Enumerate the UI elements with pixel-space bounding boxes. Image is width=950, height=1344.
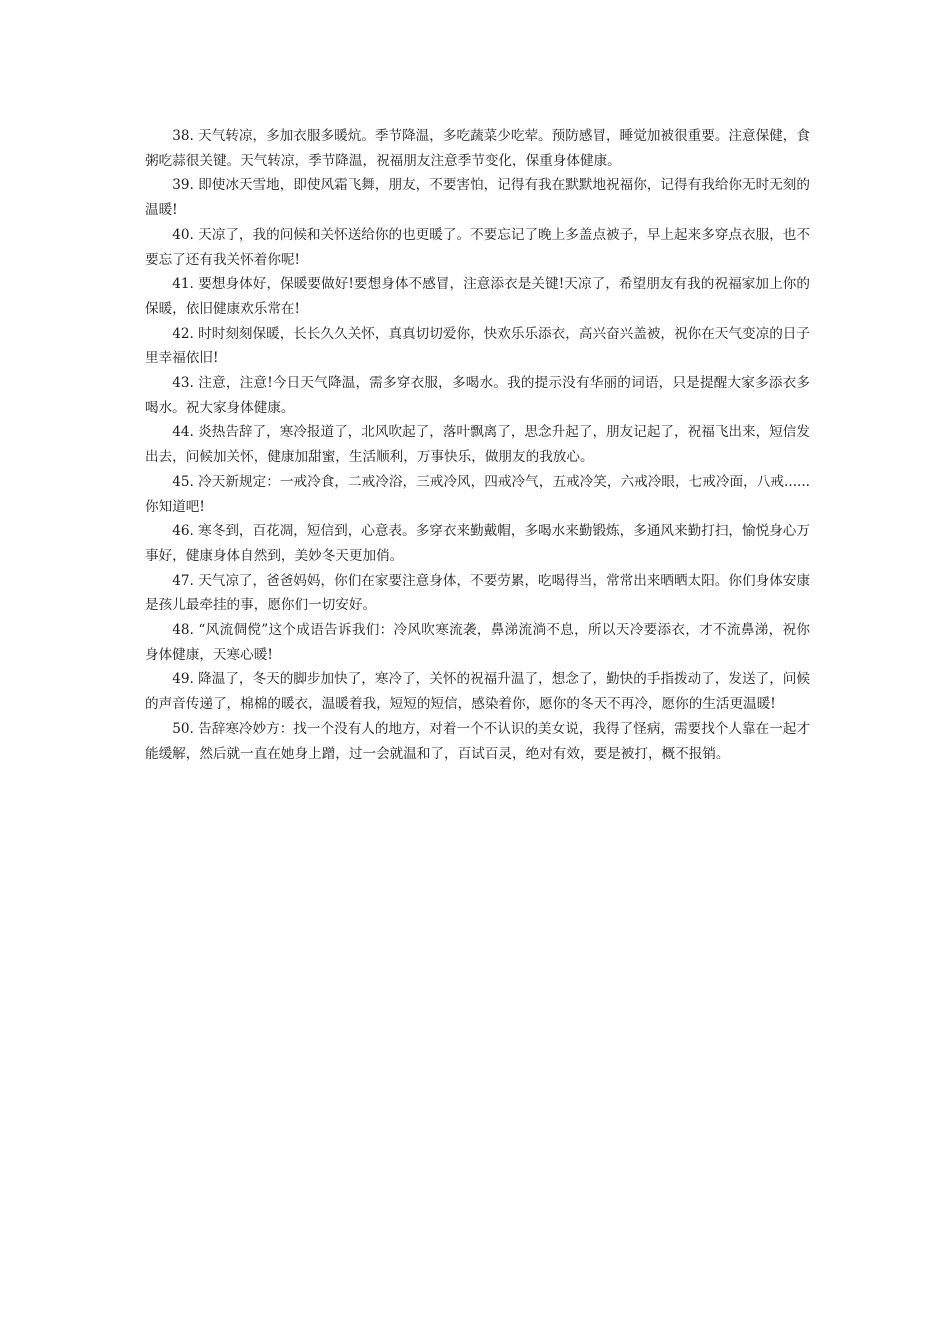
document-page xyxy=(145,124,810,766)
paragraph-43: 43. 注意，注意!今日天气降温，需多穿衣服，多喝水。我的提示没有华丽的词语，只是提醒大家多添衣多喝水。祝大家身体健康。 xyxy=(145,375,810,416)
paragraph-38: 38. 天气转凉，多加衣服多暖炕。季节降温，多吃蔬菜少吃荤。预防感冒，睡觉加被很重要。注意保健，食粥吃蒜很关键。天气转凉，季节降温，祝福朋友注意季节变化，保重身体健康。 xyxy=(145,128,810,169)
paragraph-49: 49. 降温了，冬天的脚步加快了，寒冷了，关怀的祝福升温了，想念了，勤快的手指拨动了，发送了，问候的声音传递了，棉棉的暖衣，温暖着我，短短的短信，感染着你，愿你的冬天不再冷，愿你的生活更温暖! xyxy=(145,671,810,713)
paragraph-50: 50. 告辞寒冷妙方：找一个没有人的地方，对着一个不认识的美女说，我得了怪病，需要找个人靠在一起才能缓解，然后就一直在她身上蹭，过一会就温和了，百试百灵，绝对有效，要是被打，概不报销。 xyxy=(145,720,810,762)
paragraph-40: 40. 天凉了，我的问候和关怀送给你的也更暖了。不要忘记了晚上多盖点被子，早上起来多穿点衣服，也不要忘了还有我关怀着你呢! xyxy=(145,226,810,268)
paragraph-41: 41. 要想身体好，保暖要做好!要想身体不感冒，注意添衣是关键!天凉了，希望朋友有我的祝福家加上你的保暖，依旧健康欢乐常在! xyxy=(145,276,810,317)
paragraph-44: 44. 炎热告辞了，寒冷报道了，北风吹起了，落叶飘离了，思念升起了，朋友记起了，祝福飞出来，短信发出去，问候加关怀，健康加甜蜜，生活顺利，万事快乐，做朋友的我放心。 xyxy=(145,424,810,466)
paragraph-48: 48. “风流倜傥”这个成语告诉我们：冷风吹寒流袭，鼻涕流淌不息，所以天冷要添衣，才不流鼻涕，祝你身体健康，天寒心暖! xyxy=(145,622,810,663)
paragraph-39: 39. 即使冰天雪地，即使风霜飞舞，朋友，不要害怕，记得有我在默默地祝福你，记得有我给你无时无刻的温暖! xyxy=(145,177,810,219)
paragraph-46: 46. 寒冬到，百花凋，短信到，心意表。多穿衣来勤戴帽，多喝水来勤锻炼，多通风来勤打扫，愉悦身心万事好，健康身体自然到，美妙冬天更加俏。 xyxy=(145,523,810,564)
paragraph-47: 47. 天气凉了，爸爸妈妈，你们在家要注意身体，不要劳累，吃喝得当，常常出来晒晒太阳。你们身体安康是孩儿最牵挂的事，愿你们一切安好。 xyxy=(145,572,810,614)
paragraph-45: 45. 冷天新规定：一戒冷食，二戒冷浴，三戒冷风，四戒冷气，五戒冷笑，六戒冷眼，七戒冷面，八戒......你知道吧! xyxy=(145,473,810,515)
paragraph-42: 42. 时时刻刻保暖，长长久久关怀，真真切切爱你，快欢乐乐添衣，高兴奋兴盖被，祝你在天气变凉的日子里幸福依旧! xyxy=(145,325,810,367)
